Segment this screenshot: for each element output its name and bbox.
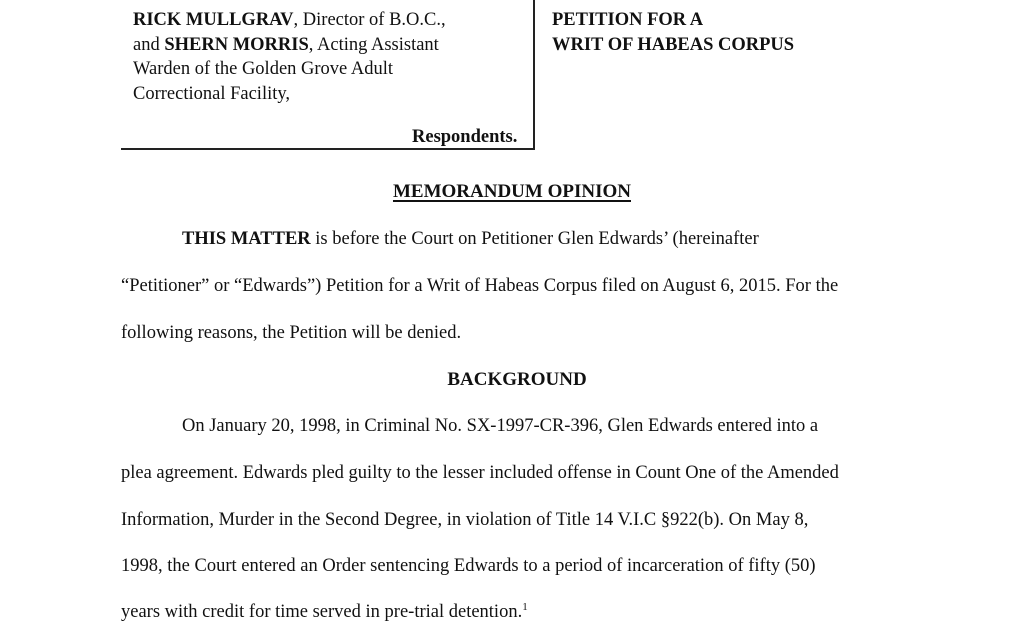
footnote-reference[interactable]: 1 bbox=[522, 601, 528, 613]
para1-line-1 bbox=[182, 228, 759, 250]
para2-line-3: Information, Murder in the Second Degree, in violation of Title 14 V.I.C §922(b). On May 8, bbox=[121, 510, 809, 530]
para1-line-1-rest: is before the Court on Petitioner Glen Edwards’ (hereinafter bbox=[310, 229, 759, 249]
caption-line-4: Correctional Facility, bbox=[133, 83, 291, 104]
petition-title-line-1: PETITION FOR A bbox=[552, 10, 704, 30]
para2-line-4: 1998, the Court entered an Order sentencing Edwards to a period of incarceration of fifty (50) bbox=[121, 556, 816, 576]
caption-respondents-block bbox=[133, 8, 533, 106]
para2-line-5-text: years with credit for time served in pre-trial detention. bbox=[121, 602, 523, 622]
caption-horizontal-divider bbox=[121, 148, 535, 150]
para2-line-1: On January 20, 1998, in Criminal No. SX-1997-CR-396, Glen Edwards entered into a bbox=[182, 416, 819, 436]
para2-line-2: plea agreement. Edwards pled guilty to the lesser included offense in Count One of the Amended bbox=[121, 463, 839, 483]
memorandum-opinion-heading-text: MEMORANDUM OPINION bbox=[392, 181, 631, 202]
petition-title-line-2: WRIT OF HABEAS CORPUS bbox=[552, 34, 795, 55]
caption-line-3: Warden of the Golden Grove Adult bbox=[133, 59, 394, 79]
background-heading: BACKGROUND bbox=[447, 369, 587, 390]
caption-petition-title bbox=[552, 8, 794, 57]
respondent-2-name: SHERN MORRIS bbox=[164, 34, 309, 55]
respondent-2-title: , Acting Assistant bbox=[308, 34, 439, 55]
para1-line-2: “Petitioner” or “Edwards”) Petition for a Writ of Habeas Corpus filed on August 6, 2015. For the bbox=[121, 276, 839, 296]
caption-vertical-divider bbox=[533, 0, 535, 149]
memorandum-opinion-heading bbox=[0, 181, 1024, 203]
respondent-1-name: RICK MULLGRAV bbox=[133, 10, 294, 30]
caption-line-1 bbox=[133, 8, 533, 33]
respondents-label: Respondents. bbox=[412, 127, 518, 147]
and-text: and bbox=[133, 34, 165, 55]
this-matter-lead: THIS MATTER bbox=[182, 229, 311, 249]
respondent-1-title: , Director of B.O.C., bbox=[293, 10, 446, 30]
para1-line-3: following reasons, the Petition will be denied. bbox=[121, 323, 462, 343]
para2-line-5 bbox=[121, 601, 528, 623]
caption-line-2 bbox=[133, 33, 533, 58]
